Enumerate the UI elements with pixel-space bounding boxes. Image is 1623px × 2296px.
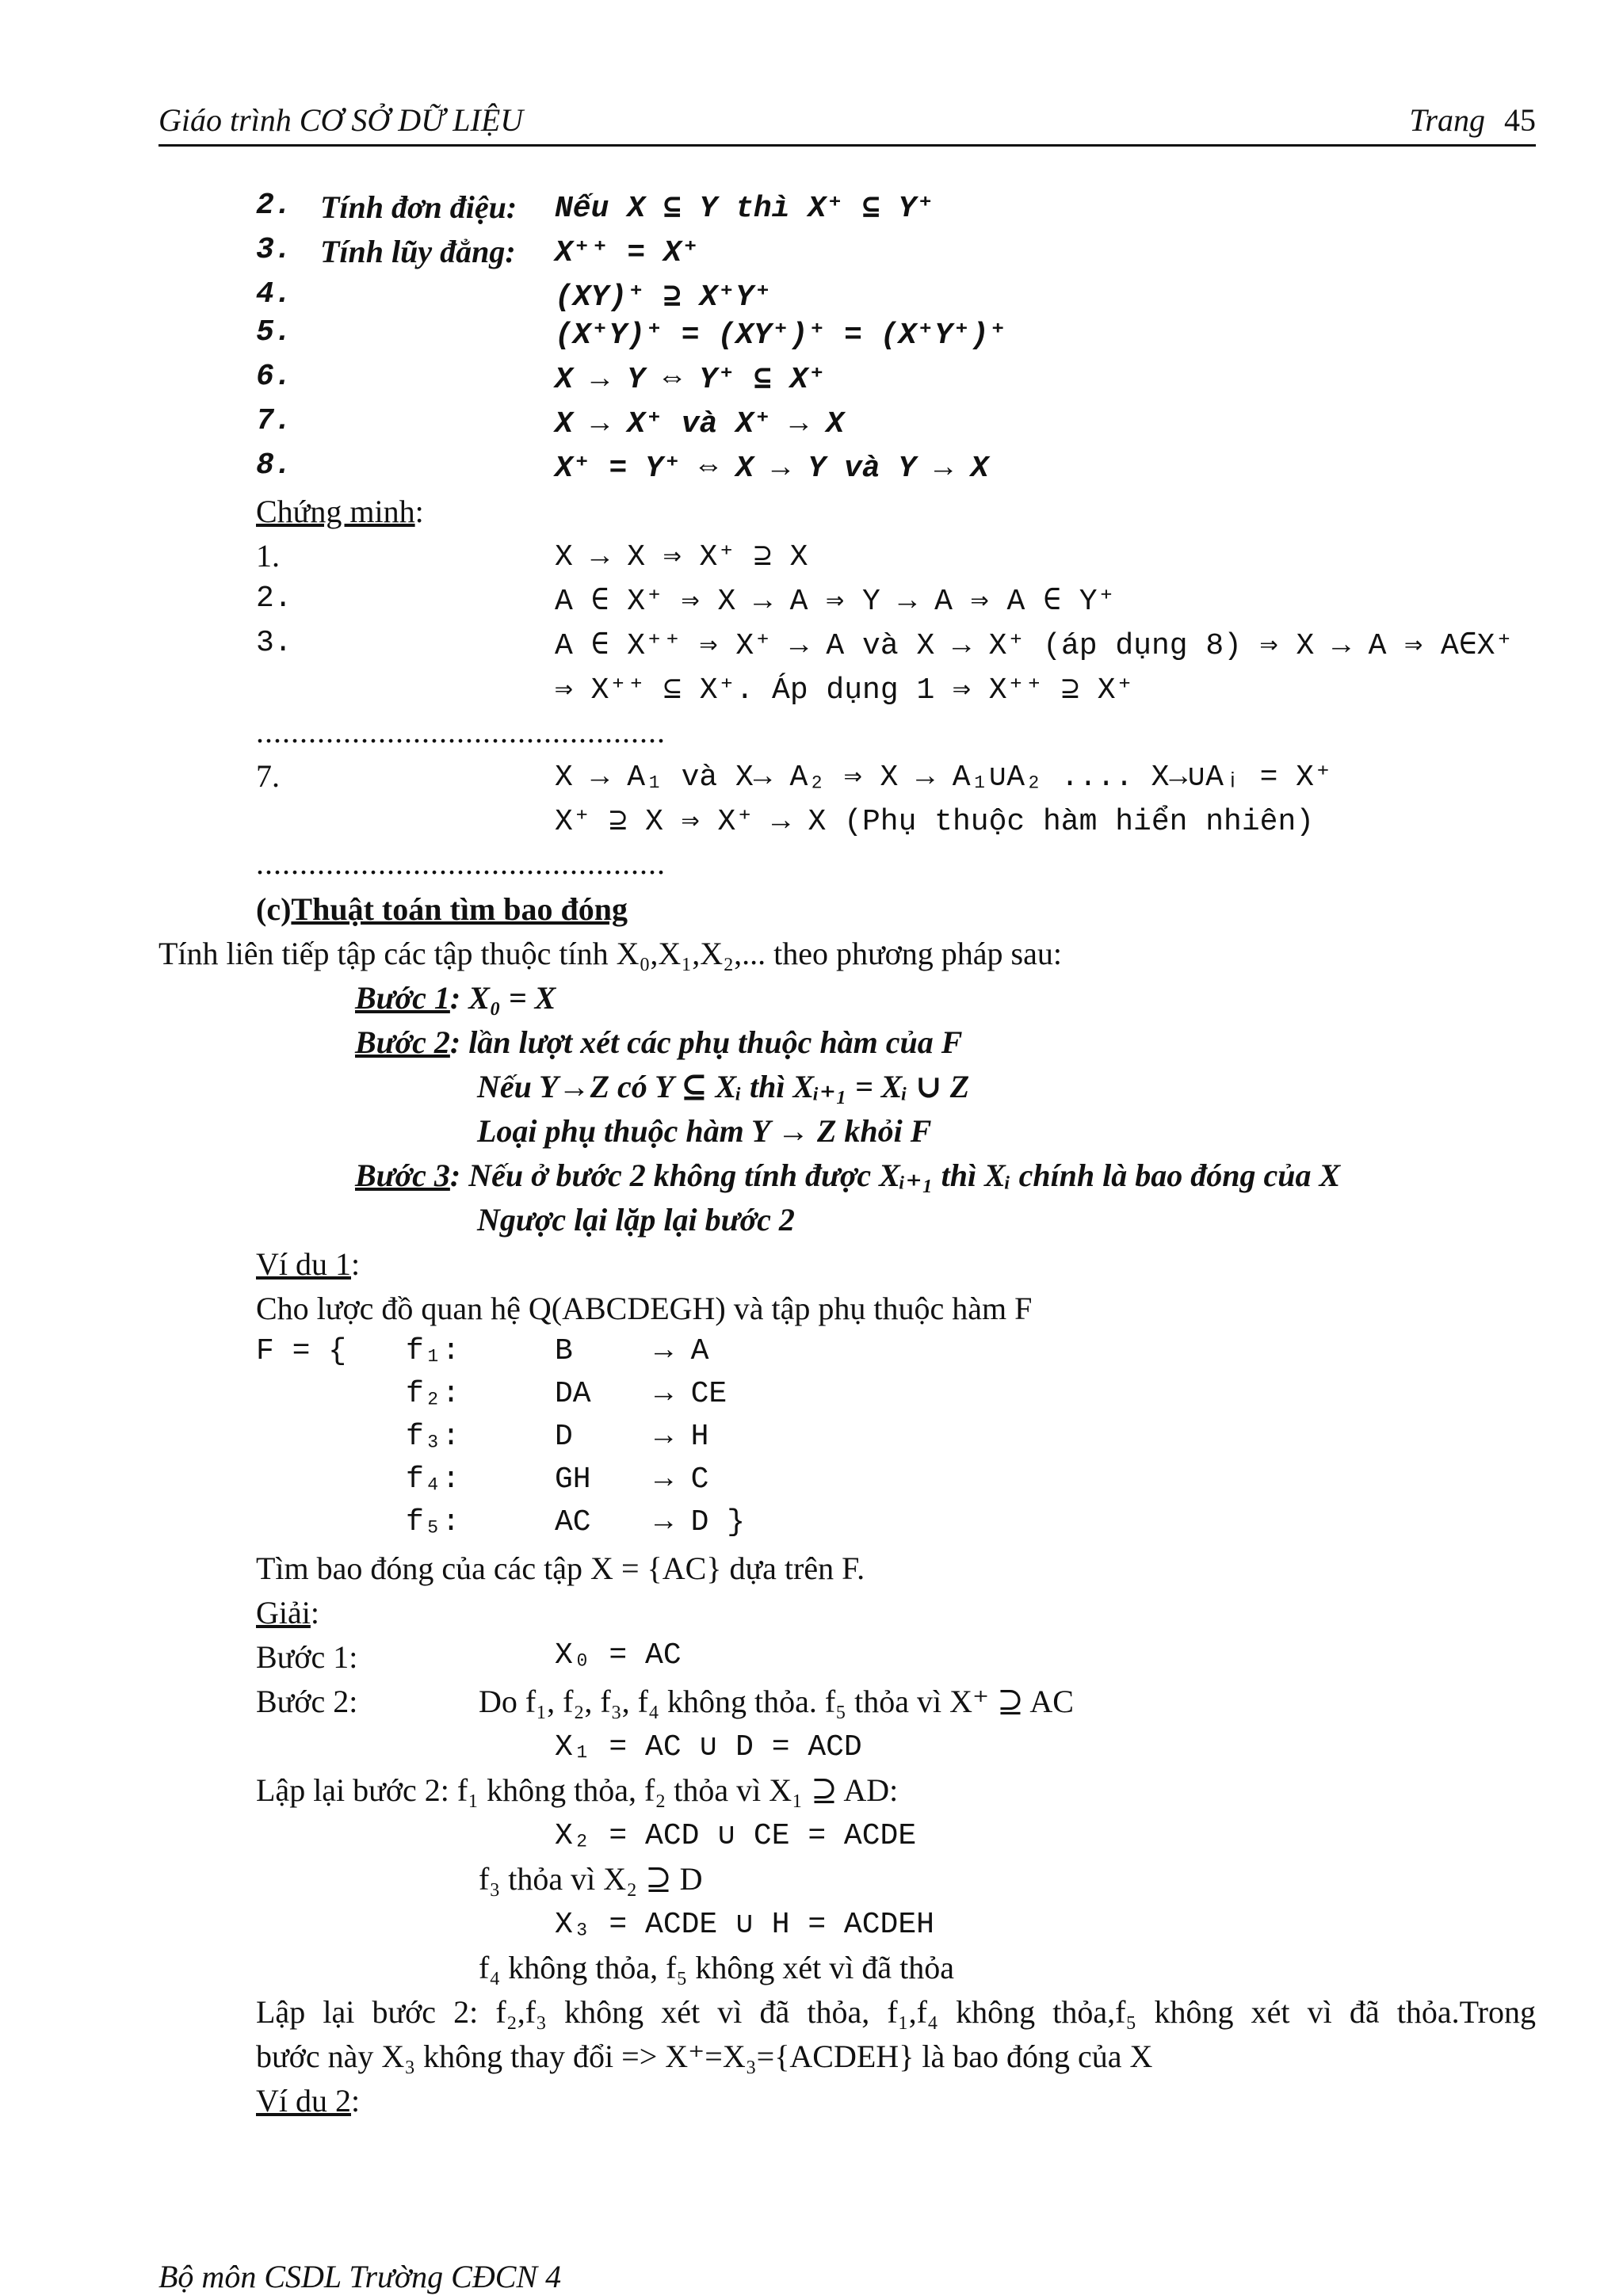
- solution-heading: Giải:: [256, 1595, 319, 1630]
- example-1-task: Tìm bao đóng của các tập X = {AC} dựa trên F.: [256, 1550, 865, 1586]
- solution-result: X₃ = ACDE ∪ H = ACDEH: [555, 1908, 934, 1942]
- solution-result: X₂ = ACD ∪ CE = ACDE: [555, 1819, 917, 1853]
- ellipsis-line: [0, 713, 1623, 753]
- property-line: [0, 404, 1623, 444]
- fd-rhs: → A: [655, 1334, 709, 1368]
- solution-heading-line: [0, 1594, 1623, 1634]
- fd-row: [0, 1420, 1623, 1459]
- paragraph-line: [0, 1290, 1623, 1329]
- step-line: [0, 1024, 1623, 1063]
- step-3: Bước 3: Nếu ở bước 2 không tính được Xᵢ₊₁ thì Xᵢ chính là bao đóng của X: [355, 1158, 1341, 1193]
- solution-line: [0, 1683, 1623, 1722]
- fd-rhs: → H: [655, 1420, 709, 1454]
- property-expression: X → Y ⇔ Y⁺ ⊆ X⁺: [555, 363, 827, 397]
- solution-text: Do f₁, f₂, f₃, f₄ không thỏa. f₅ thỏa vì X⁺ ⊇ AC: [479, 1684, 1074, 1719]
- solution-line: [0, 2038, 1623, 2077]
- proof-text: X → A₁ và X→ A₂ ⇒ X → A₁∪A₂ .... X→∪Aᵢ = X⁺: [555, 761, 1332, 795]
- property-expression: (XY)⁺ ⊇ X⁺Y⁺: [555, 280, 772, 315]
- proof-heading-line: [0, 493, 1623, 532]
- proof-line: [0, 670, 1623, 710]
- header-title: Giáo trình CƠ SỞ DỮ LIỆU: [158, 102, 524, 138]
- solution-step-label: Bước 1:: [256, 1639, 358, 1675]
- proof-number: 1.: [256, 538, 280, 574]
- solution-line: [0, 1816, 1623, 1855]
- fd-row: [0, 1505, 1623, 1545]
- property-expression: Nếu X ⊆ Y thì X⁺ ⊆ Y⁺: [555, 192, 935, 226]
- proof-text: ⇒ X⁺⁺ ⊆ X⁺. Áp dụng 1 ⇒ X⁺⁺ ⊇ X⁺: [555, 673, 1134, 707]
- step-1: Bước 1: X₀ = X: [355, 980, 556, 1016]
- property-line: [0, 315, 1623, 355]
- paragraph-line: [0, 1550, 1623, 1589]
- solution-line: [0, 1905, 1623, 1944]
- solution-text: Lập lại bước 2: f₁ không thỏa, f₂ thỏa vì X₁ ⊇ AD:: [256, 1772, 899, 1808]
- proof-line: [0, 582, 1623, 621]
- fd-name: f₃:: [406, 1420, 460, 1454]
- solution-text: Lập lại bước 2: f₂,f₃ không xét vì đã thỏa, f₁,f₄ không thỏa,f₅ không xét vì đã thỏa.Trong: [256, 1994, 1536, 2030]
- step-2: Bước 2: lần lượt xét các phụ thuộc hàm của F: [355, 1024, 963, 1060]
- fd-lhs: D: [555, 1420, 573, 1454]
- property-number: 4.: [256, 277, 292, 311]
- proof-line: [0, 757, 1623, 797]
- solution-text: f₄ không thỏa, f₅ không xét vì đã thỏa: [479, 1950, 954, 1985]
- proof-number: 3.: [256, 626, 292, 660]
- example-2-title: Ví du 2:: [256, 2083, 361, 2119]
- property-name: Tính đơn điệu:: [320, 189, 517, 225]
- example-1-title: Ví du 1:: [256, 1246, 361, 1282]
- property-line: [0, 448, 1623, 488]
- proof-text: A ∈ X⁺ ⇒ X → A ⇒ Y → A ⇒ A ∈ Y⁺: [555, 585, 1116, 619]
- proof-heading: Chứng minh:: [256, 494, 424, 529]
- property-number: 7.: [256, 404, 292, 438]
- solution-line: [0, 1949, 1623, 1989]
- property-expression: X → X⁺ và X⁺ → X: [555, 407, 845, 441]
- fd-lhs: GH: [555, 1463, 591, 1497]
- algorithm-intro: Tính liên tiếp tập các tập thuộc tính X₀,X₁,X₂,... theo phương pháp sau:: [158, 936, 1062, 971]
- paragraph-line: [0, 935, 1623, 974]
- property-line: [0, 277, 1623, 317]
- solution-line: [0, 1772, 1623, 1811]
- solution-result: X₁ = AC ∪ D = ACD: [555, 1730, 862, 1764]
- fd-name: f₁:: [406, 1334, 460, 1368]
- example-heading-line: [0, 2082, 1623, 2122]
- solution-text: f₃ thỏa vì X₂ ⊇ D: [479, 1861, 703, 1897]
- solution-line: [0, 1860, 1623, 1900]
- property-expression: X⁺ = Y⁺ ⇔ X → Y và Y → X: [555, 452, 989, 486]
- fd-name: f₄:: [406, 1463, 460, 1497]
- ellipsis-line: [0, 845, 1623, 884]
- proof-number: 2.: [256, 582, 292, 616]
- proof-number: 7.: [256, 758, 280, 794]
- fd-lhs: DA: [555, 1377, 591, 1411]
- fd-row: [0, 1463, 1623, 1502]
- property-number: 6.: [256, 360, 292, 394]
- solution-line: [0, 1727, 1623, 1767]
- proof-line: [0, 802, 1623, 841]
- ellipsis: ...............................................: [256, 845, 666, 881]
- step-2-condition: Nếu Y→Z có Y ⊆ Xᵢ thì Xᵢ₊₁ = Xᵢ ∪ Z: [477, 1069, 970, 1104]
- step-line: [0, 1201, 1623, 1241]
- proof-text: A ∈ X⁺⁺ ⇒ X⁺ → A và X → X⁺ (áp dụng 8) ⇒ X → A ⇒ A∈X⁺: [555, 629, 1514, 663]
- footer-text: Bộ môn CSDL Trường CĐCN 4: [158, 2259, 562, 2294]
- proof-line: [0, 537, 1623, 577]
- step-line: [0, 979, 1623, 1019]
- fd-row: [0, 1377, 1623, 1417]
- proof-text: X → X ⇒ X⁺ ⊇ X: [555, 540, 808, 574]
- fd-name: f₅:: [406, 1505, 460, 1539]
- header-page-label: Trang: [1409, 102, 1485, 138]
- property-expression: X⁺⁺ = X⁺: [555, 236, 700, 270]
- example-1-intro: Cho lược đồ quan hệ Q(ABCDEGH) và tập phụ thuộc hàm F: [256, 1291, 1033, 1326]
- property-number: 2.: [256, 189, 292, 223]
- header-page: [1409, 101, 1536, 139]
- solution-conclusion: bước này X₃ không thay đổi => X⁺=X₃={ACDEH} là bao đóng của X: [256, 2039, 1153, 2074]
- solution-text: X₀ = AC: [555, 1638, 682, 1672]
- header-rule: [158, 144, 1536, 147]
- fd-set-open: F = {: [256, 1334, 347, 1368]
- proof-text: X⁺ ⊇ X ⇒ X⁺ → X (Phụ thuộc hàm hiển nhiên): [555, 805, 1315, 839]
- fd-row: [0, 1334, 1623, 1374]
- solution-line: [0, 1993, 1623, 2033]
- step-2-remove: Loại phụ thuộc hàm Y → Z khỏi F: [477, 1113, 932, 1149]
- fd-lhs: B: [555, 1334, 573, 1368]
- fd-rhs: → CE: [655, 1377, 727, 1411]
- solution-step-label: Bước 2:: [256, 1684, 358, 1719]
- step-line: [0, 1157, 1623, 1196]
- property-line: [0, 233, 1623, 273]
- property-line: [0, 360, 1623, 399]
- property-number: 8.: [256, 448, 292, 482]
- section-heading: (c)Thuật toán tìm bao đóng: [256, 891, 628, 927]
- fd-lhs: AC: [555, 1505, 591, 1539]
- fd-name: f₂:: [406, 1377, 460, 1411]
- step-3-else: Ngược lại lặp lại bước 2: [477, 1202, 795, 1238]
- page-number: 45: [1504, 102, 1536, 138]
- section-heading-line: [0, 891, 1623, 930]
- property-expression: (X⁺Y)⁺ = (XY⁺)⁺ = (X⁺Y⁺)⁺: [555, 318, 1007, 353]
- step-line: [0, 1112, 1623, 1152]
- proof-line: [0, 626, 1623, 666]
- solution-line: [0, 1638, 1623, 1678]
- fd-rhs: → D }: [655, 1505, 746, 1539]
- ellipsis: ...............................................: [256, 714, 666, 749]
- example-heading-line: [0, 1245, 1623, 1285]
- property-number: 3.: [256, 233, 292, 267]
- property-line: [0, 189, 1623, 228]
- property-number: 5.: [256, 315, 292, 349]
- property-name: Tính lũy đẳng:: [320, 234, 516, 269]
- step-line: [0, 1068, 1623, 1108]
- fd-rhs: → C: [655, 1463, 709, 1497]
